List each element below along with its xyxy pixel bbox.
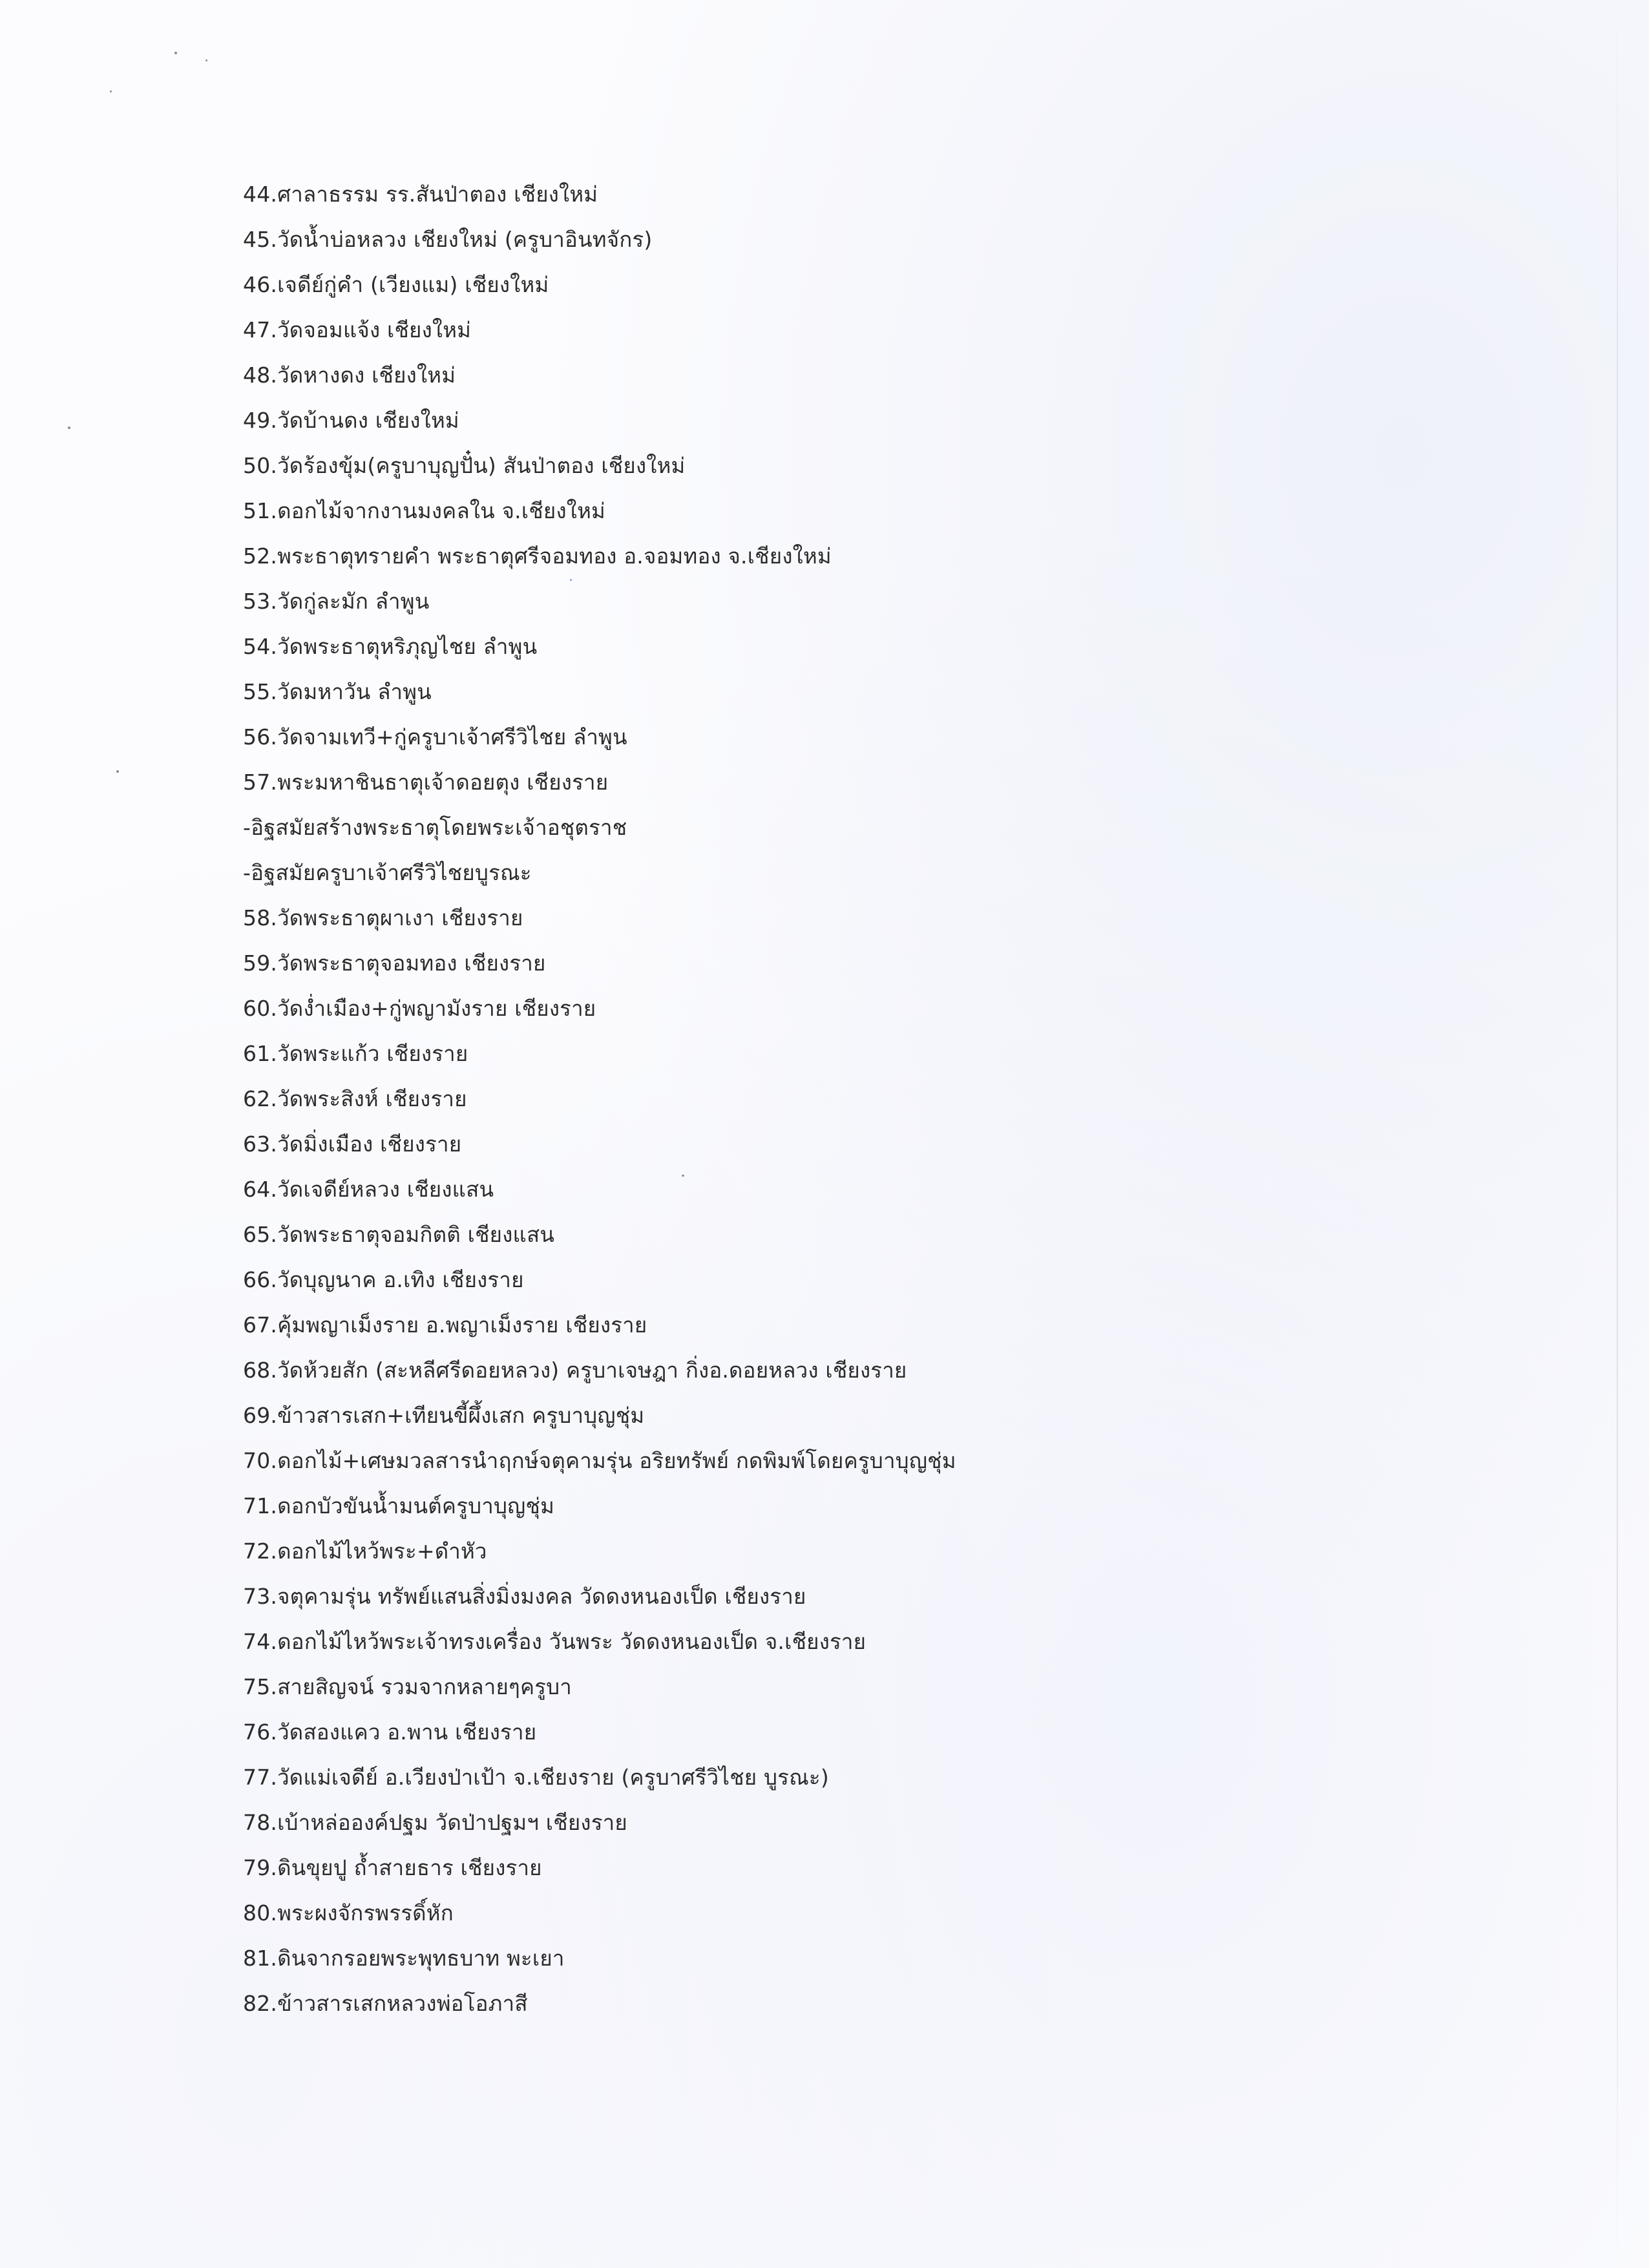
list-item: 63.วัดมิ่งเมือง เชียงราย — [243, 1131, 462, 1157]
list-item: 53.วัดกู่ละมัก ลำพูน — [243, 589, 430, 614]
list-item: 76.วัดสองแคว อ.พาน เชียงราย — [243, 1719, 537, 1745]
list-item: 57.พระมหาชินธาตุเจ้าดอยตุง เชียงราย — [243, 770, 609, 795]
list-item: 65.วัดพระธาตุจอมกิตติ เชียงแสน — [243, 1222, 555, 1247]
list-item: 45.วัดน้ำบ่อหลวง เชียงใหม่ (ครูบาอินทจักร) — [243, 227, 653, 252]
list-item: 48.วัดหางดง เชียงใหม่ — [243, 362, 456, 388]
list-item: 66.วัดบุญนาค อ.เทิง เชียงราย — [243, 1267, 524, 1292]
list-item: 62.วัดพระสิงห์ เชียงราย — [243, 1086, 467, 1111]
dust-speck — [174, 52, 177, 54]
list-item: 50.วัดร้องขุ้ม(ครูบาบุญปั๋น) สันป่าตอง เชียงใหม่ — [243, 453, 686, 478]
list-item: 64.วัดเจดีย์หลวง เชียงแสน — [243, 1177, 494, 1202]
list-item: 67.คุ้มพญาเม็งราย อ.พญาเม็งราย เชียงราย — [243, 1312, 647, 1338]
list-item: 52.พระธาตุทรายคำ พระธาตุศรีจอมทอง อ.จอมทอง จ.เชียงใหม่ — [243, 543, 832, 569]
list-item: 68.วัดห้วยสัก (สะหลีศรีดอยหลวง) ครูบาเจษฎา กิ่งอ.ดอยหลวง เชียงราย — [243, 1358, 907, 1383]
list-item: 61.วัดพระแก้ว เชียงราย — [243, 1041, 468, 1066]
list-item: 77.วัดแม่เจดีย์ อ.เวียงป่าเป้า จ.เชียงราย (ครูบาศรีวิไชย บูรณะ) — [243, 1765, 829, 1790]
dust-speck — [205, 59, 207, 61]
list-item: 71.ดอกบัวขันน้ำมนต์ครูบาบุญชุ่ม — [243, 1493, 555, 1518]
list-item: 80.พระผงจักรพรรดิ์หัก — [243, 1900, 454, 1926]
list-item: -อิฐสมัยครูบาเจ้าศรีวิไชยบูรณะ — [243, 860, 532, 885]
list-item: 54.วัดพระธาตุหริภุญไชย ลำพูน — [243, 634, 538, 659]
list-item: 69.ข้าวสารเสก+เทียนขี้ผึ้งเสก ครูบาบุญชุ่ม — [243, 1403, 645, 1428]
list-item: 82.ข้าวสารเสกหลวงพ่อโอภาสี — [243, 1991, 528, 2016]
list-item: 55.วัดมหาวัน ลำพูน — [243, 679, 432, 704]
dust-speck — [68, 426, 70, 429]
list-item: -อิฐสมัยสร้างพระธาตุโดยพระเจ้าอชุตราช — [243, 815, 627, 840]
list-item: 72.ดอกไม้ไหว้พระ+ดำหัว — [243, 1538, 487, 1564]
list-item: 49.วัดบ้านดง เชียงใหม่ — [243, 408, 459, 433]
list-item: 78.เบ้าหล่อองค์ปฐม วัดป่าปฐมฯ เชียงราย — [243, 1810, 627, 1835]
list-item: 74.ดอกไม้ไหว้พระเจ้าทรงเครื่อง วันพระ วัดดงหนองเป็ด จ.เชียงราย — [243, 1629, 867, 1654]
list-item: 60.วัดง่ำเมือง+กู่พญามังราย เชียงราย — [243, 996, 596, 1021]
list-item: 75.สายสิญจน์ รวมจากหลายๆครูบา — [243, 1674, 572, 1699]
list-item: 58.วัดพระธาตุผาเงา เชียงราย — [243, 905, 523, 930]
list-item: 56.วัดจามเทวี+กู่ครูบาเจ้าศรีวิไชย ลำพูน — [243, 724, 627, 750]
list-item: 51.ดอกไม้จากงานมงคลใน จ.เชียงใหม่ — [243, 498, 606, 523]
list-item: 59.วัดพระธาตุจอมทอง เชียงราย — [243, 950, 546, 976]
list-item: 47.วัดจอมแจ้ง เชียงใหม่ — [243, 317, 472, 342]
list-item: 73.จตุคามรุ่น ทรัพย์แสนสิ่งมิ่งมงคล วัดดงหนองเป็ด เชียงราย — [243, 1584, 806, 1609]
list-item: 70.ดอกไม้+เศษมวลสารนำฤกษ์จตุคามรุ่น อริยทรัพย์ กดพิมพ์โดยครูบาบุญชุ่ม — [243, 1448, 956, 1473]
list-item: 46.เจดีย์กู่คำ (เวียงแม) เชียงใหม่ — [243, 272, 549, 297]
list-item: 79.ดินขุยปู ถ้ำสายธาร เชียงราย — [243, 1855, 542, 1880]
list-item: 44.ศาลาธรรม รร.สันป่าตอง เชียงใหม่ — [243, 182, 598, 207]
page-edge-shadow — [1617, 0, 1618, 2268]
dust-speck — [116, 770, 119, 773]
dust-speck — [110, 90, 112, 92]
list-item: 81.ดินจากรอยพระพุทธบาท พะเยา — [243, 1946, 565, 1971]
item-list — [243, 172, 1535, 2026]
